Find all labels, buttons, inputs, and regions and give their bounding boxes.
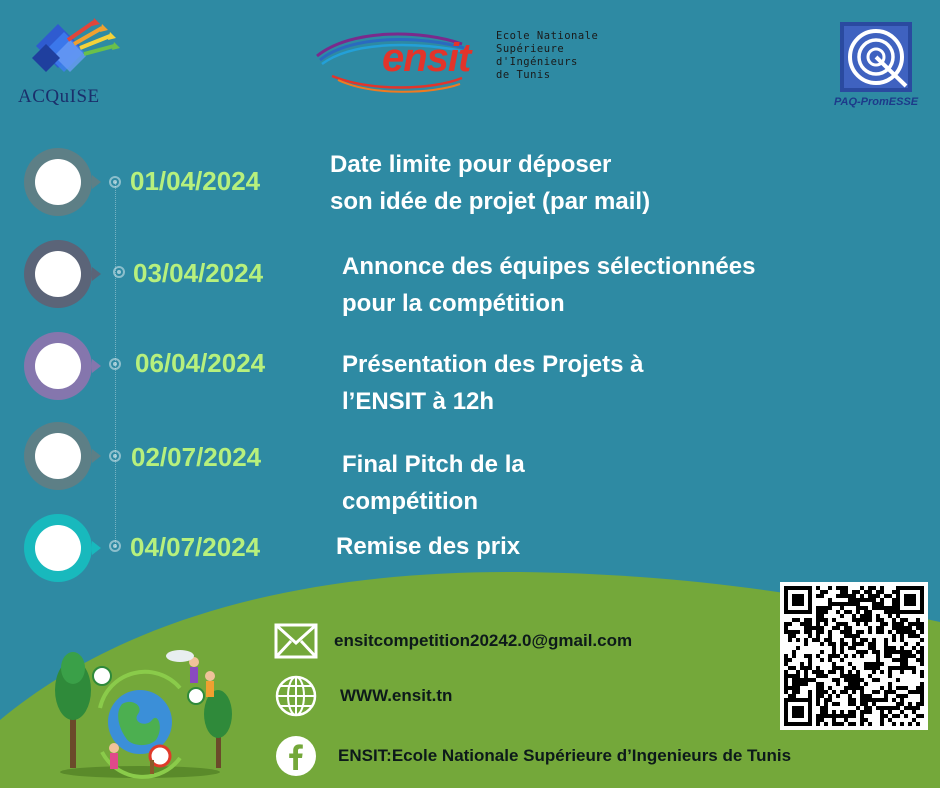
envelope-icon [274,619,318,663]
ensit-logo [312,26,632,96]
timeline-node [109,176,121,188]
event-date: 06/04/2024 [135,348,266,378]
timeline-event-1 [0,146,940,226]
event-description-line: Remise des prix [336,533,521,560]
event-description [342,248,755,322]
globe-icon [274,674,318,718]
event-date: 04/07/2024 [130,532,261,562]
event-description-line: Présentation des Projets à [342,351,644,378]
facebook-page[interactable]: ENSIT:Ecole Nationale Supérieure d’Ingenieurs de Tunis [338,746,792,765]
ring-center [35,251,81,297]
ring-center [35,343,81,389]
paq-promesse-logo [836,20,924,112]
event-description-line: Final Pitch de la [342,451,525,478]
event-description-line: compétition [342,488,478,515]
event-description-line: pour la compétition [342,290,565,317]
facebook-icon [274,734,318,778]
acquise-logo [14,18,124,110]
email-address[interactable]: ensitcompetition20242.0@gmail.com [334,631,633,650]
event-description-line: l’ENSIT à 12h [342,388,495,415]
event-description [342,446,525,520]
timeline-ring [24,332,92,400]
timeline-node [113,266,125,278]
eco-illustration [40,648,240,780]
timeline-event-3 [0,330,940,415]
timeline-node [109,358,121,370]
ensit-wordmark: ensit [382,36,471,80]
event-description-line: Date limite pour déposer [330,151,612,178]
ring-center [35,433,81,479]
paq-emblem [836,20,916,94]
timeline-ring [24,422,92,490]
ensit-subtitle-line: Supérieure [496,43,565,55]
event-date: 01/04/2024 [130,166,261,196]
event-date: 02/07/2024 [131,442,262,472]
timeline-node [109,540,121,552]
event-description-line: Annonce des équipes sélectionnées [342,253,756,280]
event-description-line: son idée de projet (par mail) [330,188,651,215]
contact-website[interactable] [274,674,452,718]
timeline-ring [24,148,92,216]
event-description [342,346,643,420]
ensit-subtitle-line: de Tunis [496,69,551,81]
contact-email[interactable] [274,619,632,663]
ensit-subtitle [496,30,598,82]
qr-code[interactable] [780,582,928,730]
timeline-event-2 [0,238,940,318]
timeline-ring [24,240,92,308]
ring-center [35,159,81,205]
event-description [330,146,650,220]
ensit-subtitle-line: Ecole Nationale [496,30,599,42]
website-url[interactable]: WWW.ensit.tn [340,686,453,705]
event-date: 03/04/2024 [133,258,264,288]
acquise-wordmark: ACQuISE [18,86,100,107]
contact-facebook[interactable] [274,734,791,778]
timeline-node [109,450,121,462]
paq-wordmark: PAQ-PromESSE [834,96,919,108]
acquise-emblem [14,18,124,88]
ensit-subtitle-line: d'Ingénieurs [496,56,578,68]
timeline-event-4 [0,420,940,515]
